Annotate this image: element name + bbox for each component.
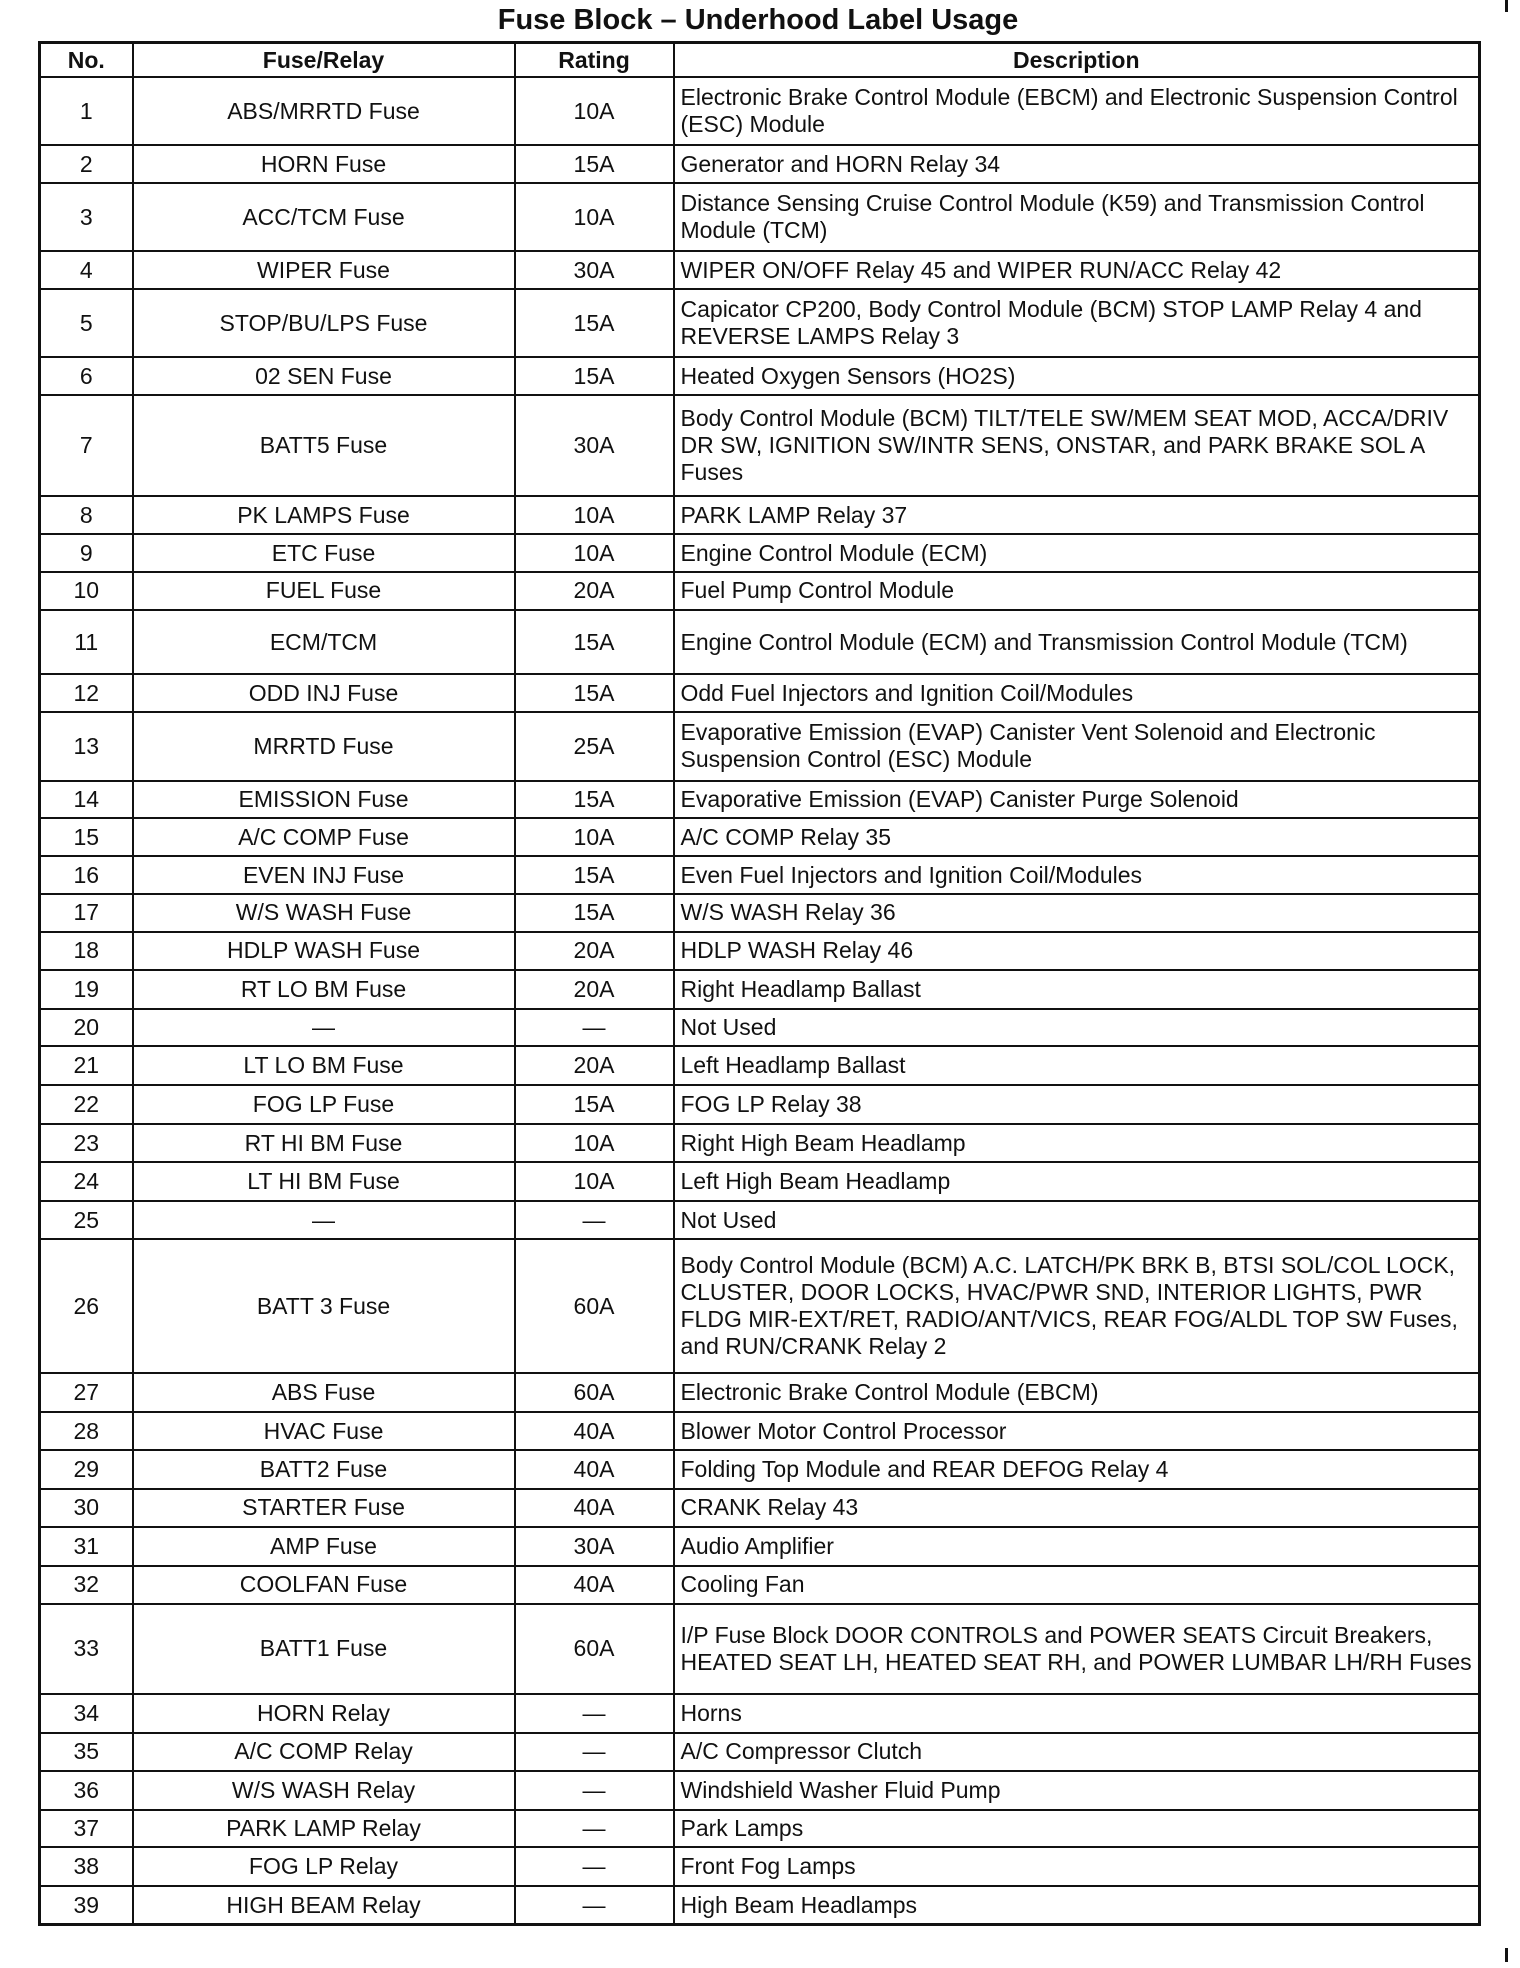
cell-fuse-relay: HVAC Fuse bbox=[133, 1412, 515, 1450]
cell-fuse-relay: W/S WASH Fuse bbox=[133, 894, 515, 932]
cell-rating: 40A bbox=[515, 1412, 674, 1450]
cell-fuse-relay: ODD INJ Fuse bbox=[133, 674, 515, 712]
cell-no: 12 bbox=[40, 674, 133, 712]
cell-description: HDLP WASH Relay 46 bbox=[674, 932, 1480, 970]
cell-fuse-relay: BATT1 Fuse bbox=[133, 1604, 515, 1694]
cell-description: WIPER ON/OFF Relay 45 and WIPER RUN/ACC Relay 42 bbox=[674, 251, 1480, 289]
table-row bbox=[40, 1489, 1480, 1527]
cell-rating: 15A bbox=[515, 674, 674, 712]
cell-rating: — bbox=[515, 1810, 674, 1848]
cell-rating: 40A bbox=[515, 1450, 674, 1489]
cell-rating: 15A bbox=[515, 289, 674, 357]
table-row bbox=[40, 1009, 1480, 1047]
cell-no: 35 bbox=[40, 1733, 133, 1771]
cell-fuse-relay: EMISSION Fuse bbox=[133, 781, 515, 819]
cell-rating: — bbox=[515, 1201, 674, 1239]
cell-rating: — bbox=[515, 1009, 674, 1047]
cell-no: 26 bbox=[40, 1239, 133, 1373]
table-row bbox=[40, 712, 1480, 780]
cell-description: Engine Control Module (ECM) and Transmission Control Module (TCM) bbox=[674, 610, 1480, 675]
cell-no: 8 bbox=[40, 496, 133, 534]
cell-fuse-relay: HORN Fuse bbox=[133, 145, 515, 183]
cell-rating: 15A bbox=[515, 145, 674, 183]
cell-description: Windshield Washer Fluid Pump bbox=[674, 1771, 1480, 1810]
cell-description: Even Fuel Injectors and Ignition Coil/Modules bbox=[674, 856, 1480, 894]
cell-description: Horns bbox=[674, 1694, 1480, 1733]
cell-description: A/C COMP Relay 35 bbox=[674, 818, 1480, 856]
table-row bbox=[40, 77, 1480, 145]
table-row bbox=[40, 1201, 1480, 1239]
cell-no: 21 bbox=[40, 1046, 133, 1085]
table-row bbox=[40, 818, 1480, 856]
cell-fuse-relay: LT HI BM Fuse bbox=[133, 1162, 515, 1201]
cell-rating: 10A bbox=[515, 183, 674, 251]
cell-fuse-relay: HIGH BEAM Relay bbox=[133, 1886, 515, 1924]
cell-fuse-relay: PK LAMPS Fuse bbox=[133, 496, 515, 534]
cell-no: 24 bbox=[40, 1162, 133, 1201]
cell-fuse-relay: FOG LP Fuse bbox=[133, 1085, 515, 1124]
cell-no: 19 bbox=[40, 970, 133, 1009]
cell-no: 1 bbox=[40, 77, 133, 145]
table-row bbox=[40, 1604, 1480, 1694]
cell-description: I/P Fuse Block DOOR CONTROLS and POWER SEATS Circuit Breakers, HEATED SEAT LH, HEATED SEAT RH, and POWER LUMBAR LH/RH Fuses bbox=[674, 1604, 1480, 1694]
cell-description: Cooling Fan bbox=[674, 1566, 1480, 1604]
table-row bbox=[40, 395, 1480, 496]
cell-rating: 40A bbox=[515, 1489, 674, 1527]
cell-fuse-relay: 02 SEN Fuse bbox=[133, 357, 515, 395]
cell-description: Not Used bbox=[674, 1009, 1480, 1047]
cell-no: 28 bbox=[40, 1412, 133, 1450]
cell-fuse-relay: AMP Fuse bbox=[133, 1527, 515, 1566]
cell-rating: — bbox=[515, 1847, 674, 1886]
cell-fuse-relay: ABS Fuse bbox=[133, 1373, 515, 1412]
cell-description: Heated Oxygen Sensors (HO2S) bbox=[674, 357, 1480, 395]
cell-no: 23 bbox=[40, 1124, 133, 1162]
cell-rating: 20A bbox=[515, 932, 674, 970]
header-row bbox=[40, 43, 1480, 78]
cell-rating: 20A bbox=[515, 572, 674, 610]
cell-no: 13 bbox=[40, 712, 133, 780]
cell-rating: — bbox=[515, 1886, 674, 1924]
cell-rating: 20A bbox=[515, 970, 674, 1009]
cell-description: Engine Control Module (ECM) bbox=[674, 534, 1480, 572]
cell-no: 22 bbox=[40, 1085, 133, 1124]
cell-description: PARK LAMP Relay 37 bbox=[674, 496, 1480, 534]
column-header-description: Description bbox=[674, 43, 1480, 78]
cell-no: 36 bbox=[40, 1771, 133, 1810]
cell-rating: — bbox=[515, 1771, 674, 1810]
cell-rating: 30A bbox=[515, 251, 674, 289]
cell-description: Odd Fuel Injectors and Ignition Coil/Modules bbox=[674, 674, 1480, 712]
cell-fuse-relay: STOP/BU/LPS Fuse bbox=[133, 289, 515, 357]
cell-description: Fuel Pump Control Module bbox=[674, 572, 1480, 610]
cell-rating: 15A bbox=[515, 856, 674, 894]
table-row bbox=[40, 251, 1480, 289]
table-body bbox=[40, 77, 1480, 1925]
cell-no: 6 bbox=[40, 357, 133, 395]
cell-fuse-relay: MRRTD Fuse bbox=[133, 712, 515, 780]
cell-rating: 10A bbox=[515, 1162, 674, 1201]
cell-fuse-relay: — bbox=[133, 1009, 515, 1047]
cell-fuse-relay: PARK LAMP Relay bbox=[133, 1810, 515, 1848]
cell-description: A/C Compressor Clutch bbox=[674, 1733, 1480, 1771]
cell-description: Right Headlamp Ballast bbox=[674, 970, 1480, 1009]
cell-fuse-relay: HORN Relay bbox=[133, 1694, 515, 1733]
table-row bbox=[40, 289, 1480, 357]
cell-no: 9 bbox=[40, 534, 133, 572]
cell-fuse-relay: BATT2 Fuse bbox=[133, 1450, 515, 1489]
cell-no: 15 bbox=[40, 818, 133, 856]
table-row bbox=[40, 1810, 1480, 1848]
cell-fuse-relay: EVEN INJ Fuse bbox=[133, 856, 515, 894]
cell-description: Generator and HORN Relay 34 bbox=[674, 145, 1480, 183]
cell-fuse-relay: ETC Fuse bbox=[133, 534, 515, 572]
cell-rating: — bbox=[515, 1733, 674, 1771]
cell-description: Body Control Module (BCM) A.C. LATCH/PK BRK B, BTSI SOL/COL LOCK, CLUSTER, DOOR LOCKS, HVAC/PWR SND, INTERIOR LIGHTS, PWR FLDG MIR-EXT/RET, RADIO/ANT/VICS, REAR FOG/ALDL TOP SW Fuses, and RUN/CRANK Relay 2 bbox=[674, 1239, 1480, 1373]
cell-description: High Beam Headlamps bbox=[674, 1886, 1480, 1924]
cell-description: Distance Sensing Cruise Control Module (K59) and Transmission Control Module (TCM) bbox=[674, 183, 1480, 251]
cell-fuse-relay: HDLP WASH Fuse bbox=[133, 932, 515, 970]
cell-rating: 10A bbox=[515, 534, 674, 572]
table-row bbox=[40, 932, 1480, 970]
table-row bbox=[40, 1162, 1480, 1201]
cell-no: 30 bbox=[40, 1489, 133, 1527]
cell-description: Body Control Module (BCM) TILT/TELE SW/MEM SEAT MOD, ACCA/DRIV DR SW, IGNITION SW/INTR SENS, ONSTAR, and PARK BRAKE SOL A Fuses bbox=[674, 395, 1480, 496]
table-row bbox=[40, 1046, 1480, 1085]
table-row bbox=[40, 970, 1480, 1009]
cell-description: Electronic Brake Control Module (EBCM) and Electronic Suspension Control (ESC) Module bbox=[674, 77, 1480, 145]
cell-rating: — bbox=[515, 1694, 674, 1733]
cell-description: Park Lamps bbox=[674, 1810, 1480, 1848]
cell-fuse-relay: W/S WASH Relay bbox=[133, 1771, 515, 1810]
cell-fuse-relay: A/C COMP Relay bbox=[133, 1733, 515, 1771]
cell-no: 27 bbox=[40, 1373, 133, 1412]
edge-mark-top bbox=[1505, 0, 1508, 12]
cell-rating: 15A bbox=[515, 781, 674, 819]
cell-no: 2 bbox=[40, 145, 133, 183]
cell-no: 11 bbox=[40, 610, 133, 675]
cell-rating: 10A bbox=[515, 77, 674, 145]
table-row bbox=[40, 610, 1480, 675]
fuse-table bbox=[38, 41, 1481, 1926]
cell-no: 17 bbox=[40, 894, 133, 932]
cell-rating: 30A bbox=[515, 1527, 674, 1566]
cell-rating: 15A bbox=[515, 1085, 674, 1124]
table-row bbox=[40, 1886, 1480, 1924]
edge-mark-bottom bbox=[1505, 1948, 1508, 1962]
cell-fuse-relay: FUEL Fuse bbox=[133, 572, 515, 610]
cell-rating: 20A bbox=[515, 1046, 674, 1085]
cell-description: Left High Beam Headlamp bbox=[674, 1162, 1480, 1201]
cell-description: W/S WASH Relay 36 bbox=[674, 894, 1480, 932]
cell-fuse-relay: RT LO BM Fuse bbox=[133, 970, 515, 1009]
cell-description: Audio Amplifier bbox=[674, 1527, 1480, 1566]
cell-rating: 10A bbox=[515, 496, 674, 534]
cell-no: 34 bbox=[40, 1694, 133, 1733]
table-row bbox=[40, 856, 1480, 894]
cell-rating: 60A bbox=[515, 1239, 674, 1373]
cell-description: Evaporative Emission (EVAP) Canister Vent Solenoid and Electronic Suspension Control (ESC) Module bbox=[674, 712, 1480, 780]
cell-no: 10 bbox=[40, 572, 133, 610]
cell-no: 4 bbox=[40, 251, 133, 289]
cell-rating: 10A bbox=[515, 1124, 674, 1162]
cell-description: Left Headlamp Ballast bbox=[674, 1046, 1480, 1085]
table-row bbox=[40, 1239, 1480, 1373]
cell-description: Capicator CP200, Body Control Module (BCM) STOP LAMP Relay 4 and REVERSE LAMPS Relay 3 bbox=[674, 289, 1480, 357]
table-row bbox=[40, 572, 1480, 610]
cell-rating: 15A bbox=[515, 894, 674, 932]
cell-fuse-relay: ABS/MRRTD Fuse bbox=[133, 77, 515, 145]
cell-no: 25 bbox=[40, 1201, 133, 1239]
cell-rating: 15A bbox=[515, 610, 674, 675]
table-header bbox=[40, 43, 1480, 78]
column-header-fuse-relay: Fuse/Relay bbox=[133, 43, 515, 78]
cell-no: 38 bbox=[40, 1847, 133, 1886]
table-row bbox=[40, 145, 1480, 183]
cell-description: Front Fog Lamps bbox=[674, 1847, 1480, 1886]
cell-no: 31 bbox=[40, 1527, 133, 1566]
cell-fuse-relay: COOLFAN Fuse bbox=[133, 1566, 515, 1604]
table-row bbox=[40, 1085, 1480, 1124]
cell-rating: 25A bbox=[515, 712, 674, 780]
table-row bbox=[40, 781, 1480, 819]
table-row bbox=[40, 1566, 1480, 1604]
cell-no: 7 bbox=[40, 395, 133, 496]
table-row bbox=[40, 1733, 1480, 1771]
cell-fuse-relay: ACC/TCM Fuse bbox=[133, 183, 515, 251]
cell-description: FOG LP Relay 38 bbox=[674, 1085, 1480, 1124]
cell-description: Evaporative Emission (EVAP) Canister Purge Solenoid bbox=[674, 781, 1480, 819]
table-row bbox=[40, 183, 1480, 251]
table-row bbox=[40, 496, 1480, 534]
table-row bbox=[40, 357, 1480, 395]
column-header-no: No. bbox=[40, 43, 133, 78]
table-row bbox=[40, 1124, 1480, 1162]
cell-no: 20 bbox=[40, 1009, 133, 1047]
cell-no: 39 bbox=[40, 1886, 133, 1924]
cell-fuse-relay: — bbox=[133, 1201, 515, 1239]
cell-no: 37 bbox=[40, 1810, 133, 1848]
table-row bbox=[40, 894, 1480, 932]
table-row bbox=[40, 1373, 1480, 1412]
cell-description: Right High Beam Headlamp bbox=[674, 1124, 1480, 1162]
table-row bbox=[40, 1694, 1480, 1733]
table-row bbox=[40, 674, 1480, 712]
cell-no: 5 bbox=[40, 289, 133, 357]
cell-description: Blower Motor Control Processor bbox=[674, 1412, 1480, 1450]
cell-fuse-relay: RT HI BM Fuse bbox=[133, 1124, 515, 1162]
table-row bbox=[40, 1527, 1480, 1566]
cell-no: 29 bbox=[40, 1450, 133, 1489]
cell-no: 16 bbox=[40, 856, 133, 894]
cell-description: Electronic Brake Control Module (EBCM) bbox=[674, 1373, 1480, 1412]
table-row bbox=[40, 534, 1480, 572]
cell-fuse-relay: BATT 3 Fuse bbox=[133, 1239, 515, 1373]
cell-no: 32 bbox=[40, 1566, 133, 1604]
cell-fuse-relay: LT LO BM Fuse bbox=[133, 1046, 515, 1085]
cell-fuse-relay: ECM/TCM bbox=[133, 610, 515, 675]
cell-rating: 30A bbox=[515, 395, 674, 496]
cell-rating: 15A bbox=[515, 357, 674, 395]
cell-no: 14 bbox=[40, 781, 133, 819]
cell-rating: 60A bbox=[515, 1604, 674, 1694]
table-row bbox=[40, 1412, 1480, 1450]
cell-description: Not Used bbox=[674, 1201, 1480, 1239]
cell-fuse-relay: FOG LP Relay bbox=[133, 1847, 515, 1886]
cell-description: CRANK Relay 43 bbox=[674, 1489, 1480, 1527]
table-row bbox=[40, 1847, 1480, 1886]
cell-description: Folding Top Module and REAR DEFOG Relay 4 bbox=[674, 1450, 1480, 1489]
table-row bbox=[40, 1450, 1480, 1489]
cell-fuse-relay: STARTER Fuse bbox=[133, 1489, 515, 1527]
cell-rating: 10A bbox=[515, 818, 674, 856]
cell-fuse-relay: WIPER Fuse bbox=[133, 251, 515, 289]
cell-fuse-relay: A/C COMP Fuse bbox=[133, 818, 515, 856]
table-row bbox=[40, 1771, 1480, 1810]
cell-no: 33 bbox=[40, 1604, 133, 1694]
column-header-rating: Rating bbox=[515, 43, 674, 78]
page-title: Fuse Block – Underhood Label Usage bbox=[497, 4, 1019, 36]
cell-rating: 60A bbox=[515, 1373, 674, 1412]
cell-no: 3 bbox=[40, 183, 133, 251]
cell-no: 18 bbox=[40, 932, 133, 970]
cell-fuse-relay: BATT5 Fuse bbox=[133, 395, 515, 496]
cell-rating: 40A bbox=[515, 1566, 674, 1604]
